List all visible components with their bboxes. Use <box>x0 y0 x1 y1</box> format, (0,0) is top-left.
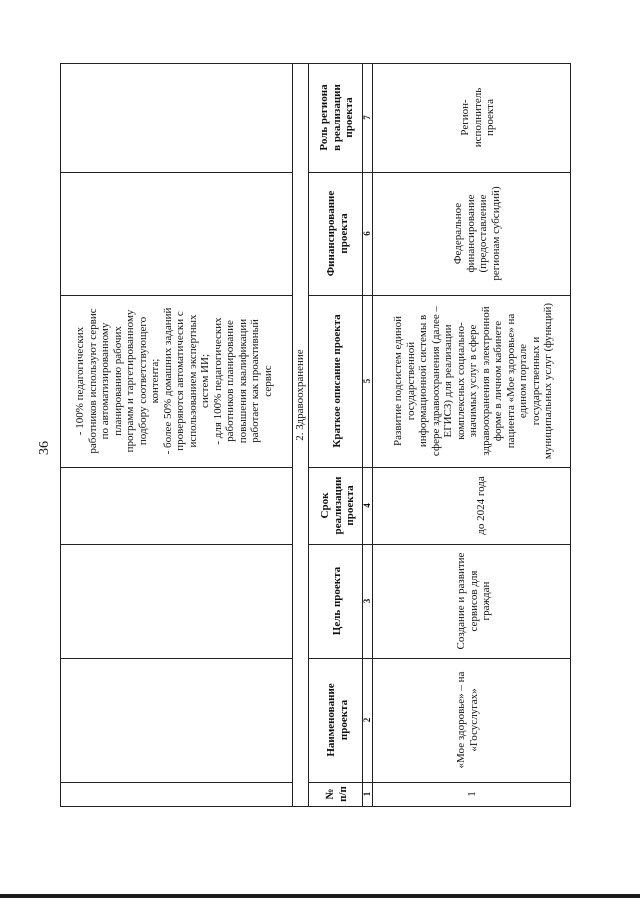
project-financing: Федеральное финансирование (предоставление регионам субсидий) <box>452 186 502 281</box>
grid-line <box>570 63 571 807</box>
header-desc: Краткое описание проекта <box>331 314 343 448</box>
grid-line <box>60 172 293 173</box>
grid-line <box>60 544 293 545</box>
project-goal: Создание и развитие сервисов для граждан <box>455 552 492 650</box>
prev-results-wrap <box>74 295 286 467</box>
project-name: «Мое здоровье» – на «Госуслугах» <box>455 671 480 769</box>
header-term: Срок реализации проекта <box>319 476 356 535</box>
row1-role-wrap <box>372 63 570 172</box>
row1-term-wrap <box>372 467 570 544</box>
grid-line <box>60 658 293 659</box>
header-num: № п/п <box>324 786 349 802</box>
colnum-2-wrap <box>362 658 372 782</box>
header-name: Наименование проекта <box>325 683 350 757</box>
colnum-1-wrap <box>362 782 372 806</box>
row1-num-wrap <box>372 782 570 806</box>
column-number: 4 <box>362 503 372 508</box>
prev-results-text: - 100% педагогических работников используют сервис по автоматизированному планированию рабочих программ и таргетированному подбору соответствующего контента; - более 50% домашних заданий проверяются автоматически с использованием экспертных систем ИИ; - для 100% педагогических работников планирование повышения квалификации работает как проактивный сервис <box>74 307 274 455</box>
header-desc-wrap <box>311 295 363 467</box>
row-number: 1 <box>466 791 478 797</box>
grid-line <box>60 782 293 783</box>
grid-line <box>60 63 61 807</box>
project-term: до 2024 года <box>475 476 487 535</box>
header-goal: Цель проекта <box>331 566 343 636</box>
grid-line <box>308 63 309 807</box>
project-role: Регион- исполнитель проекта <box>459 87 496 148</box>
row1-goal-wrap <box>372 544 570 658</box>
row1-fin-wrap <box>372 172 570 295</box>
page-number: 36 <box>37 441 52 455</box>
header-num-wrap <box>314 782 362 806</box>
header-fin-wrap <box>311 172 363 295</box>
column-number: 7 <box>362 115 372 120</box>
header-role-wrap <box>311 63 363 172</box>
row1-name-wrap <box>372 658 570 782</box>
colnum-6-wrap <box>362 172 372 295</box>
column-number: 3 <box>362 598 372 604</box>
colnum-3-wrap <box>362 544 372 658</box>
header-term-wrap <box>311 467 363 544</box>
scan-edge-bar <box>0 894 640 898</box>
section-title: 2. Здравоохранение <box>294 349 306 441</box>
grid-line <box>60 467 293 468</box>
header-fin: Финансирование проекта <box>325 190 350 277</box>
row1-desc-wrap <box>372 295 570 467</box>
page-number-wrap <box>37 438 55 458</box>
section-title-wrap <box>293 130 308 660</box>
column-number: 5 <box>362 378 372 384</box>
colnum-5-wrap <box>362 295 372 467</box>
colnum-7-wrap <box>362 63 372 172</box>
header-role: Роль региона в реализации проекта <box>318 84 355 151</box>
grid-line <box>60 806 571 807</box>
column-number: 6 <box>362 231 372 236</box>
project-description: Развитие подсистем единой государственной информационной системы в сфере здравоохранения (далее – ЕГИСЗ) для реализации комплексных социально- значимых услуг в сфере здравоохранения в электронной форме в личном кабинете пациента «Мое здоровье» на едином портале государственных и муниципальных услуг (функций) <box>392 302 554 460</box>
column-number: 1 <box>362 791 372 797</box>
colnum-4-wrap <box>362 467 372 544</box>
column-number: 2 <box>362 717 372 723</box>
header-goal-wrap <box>311 544 363 658</box>
header-name-wrap <box>311 658 363 782</box>
